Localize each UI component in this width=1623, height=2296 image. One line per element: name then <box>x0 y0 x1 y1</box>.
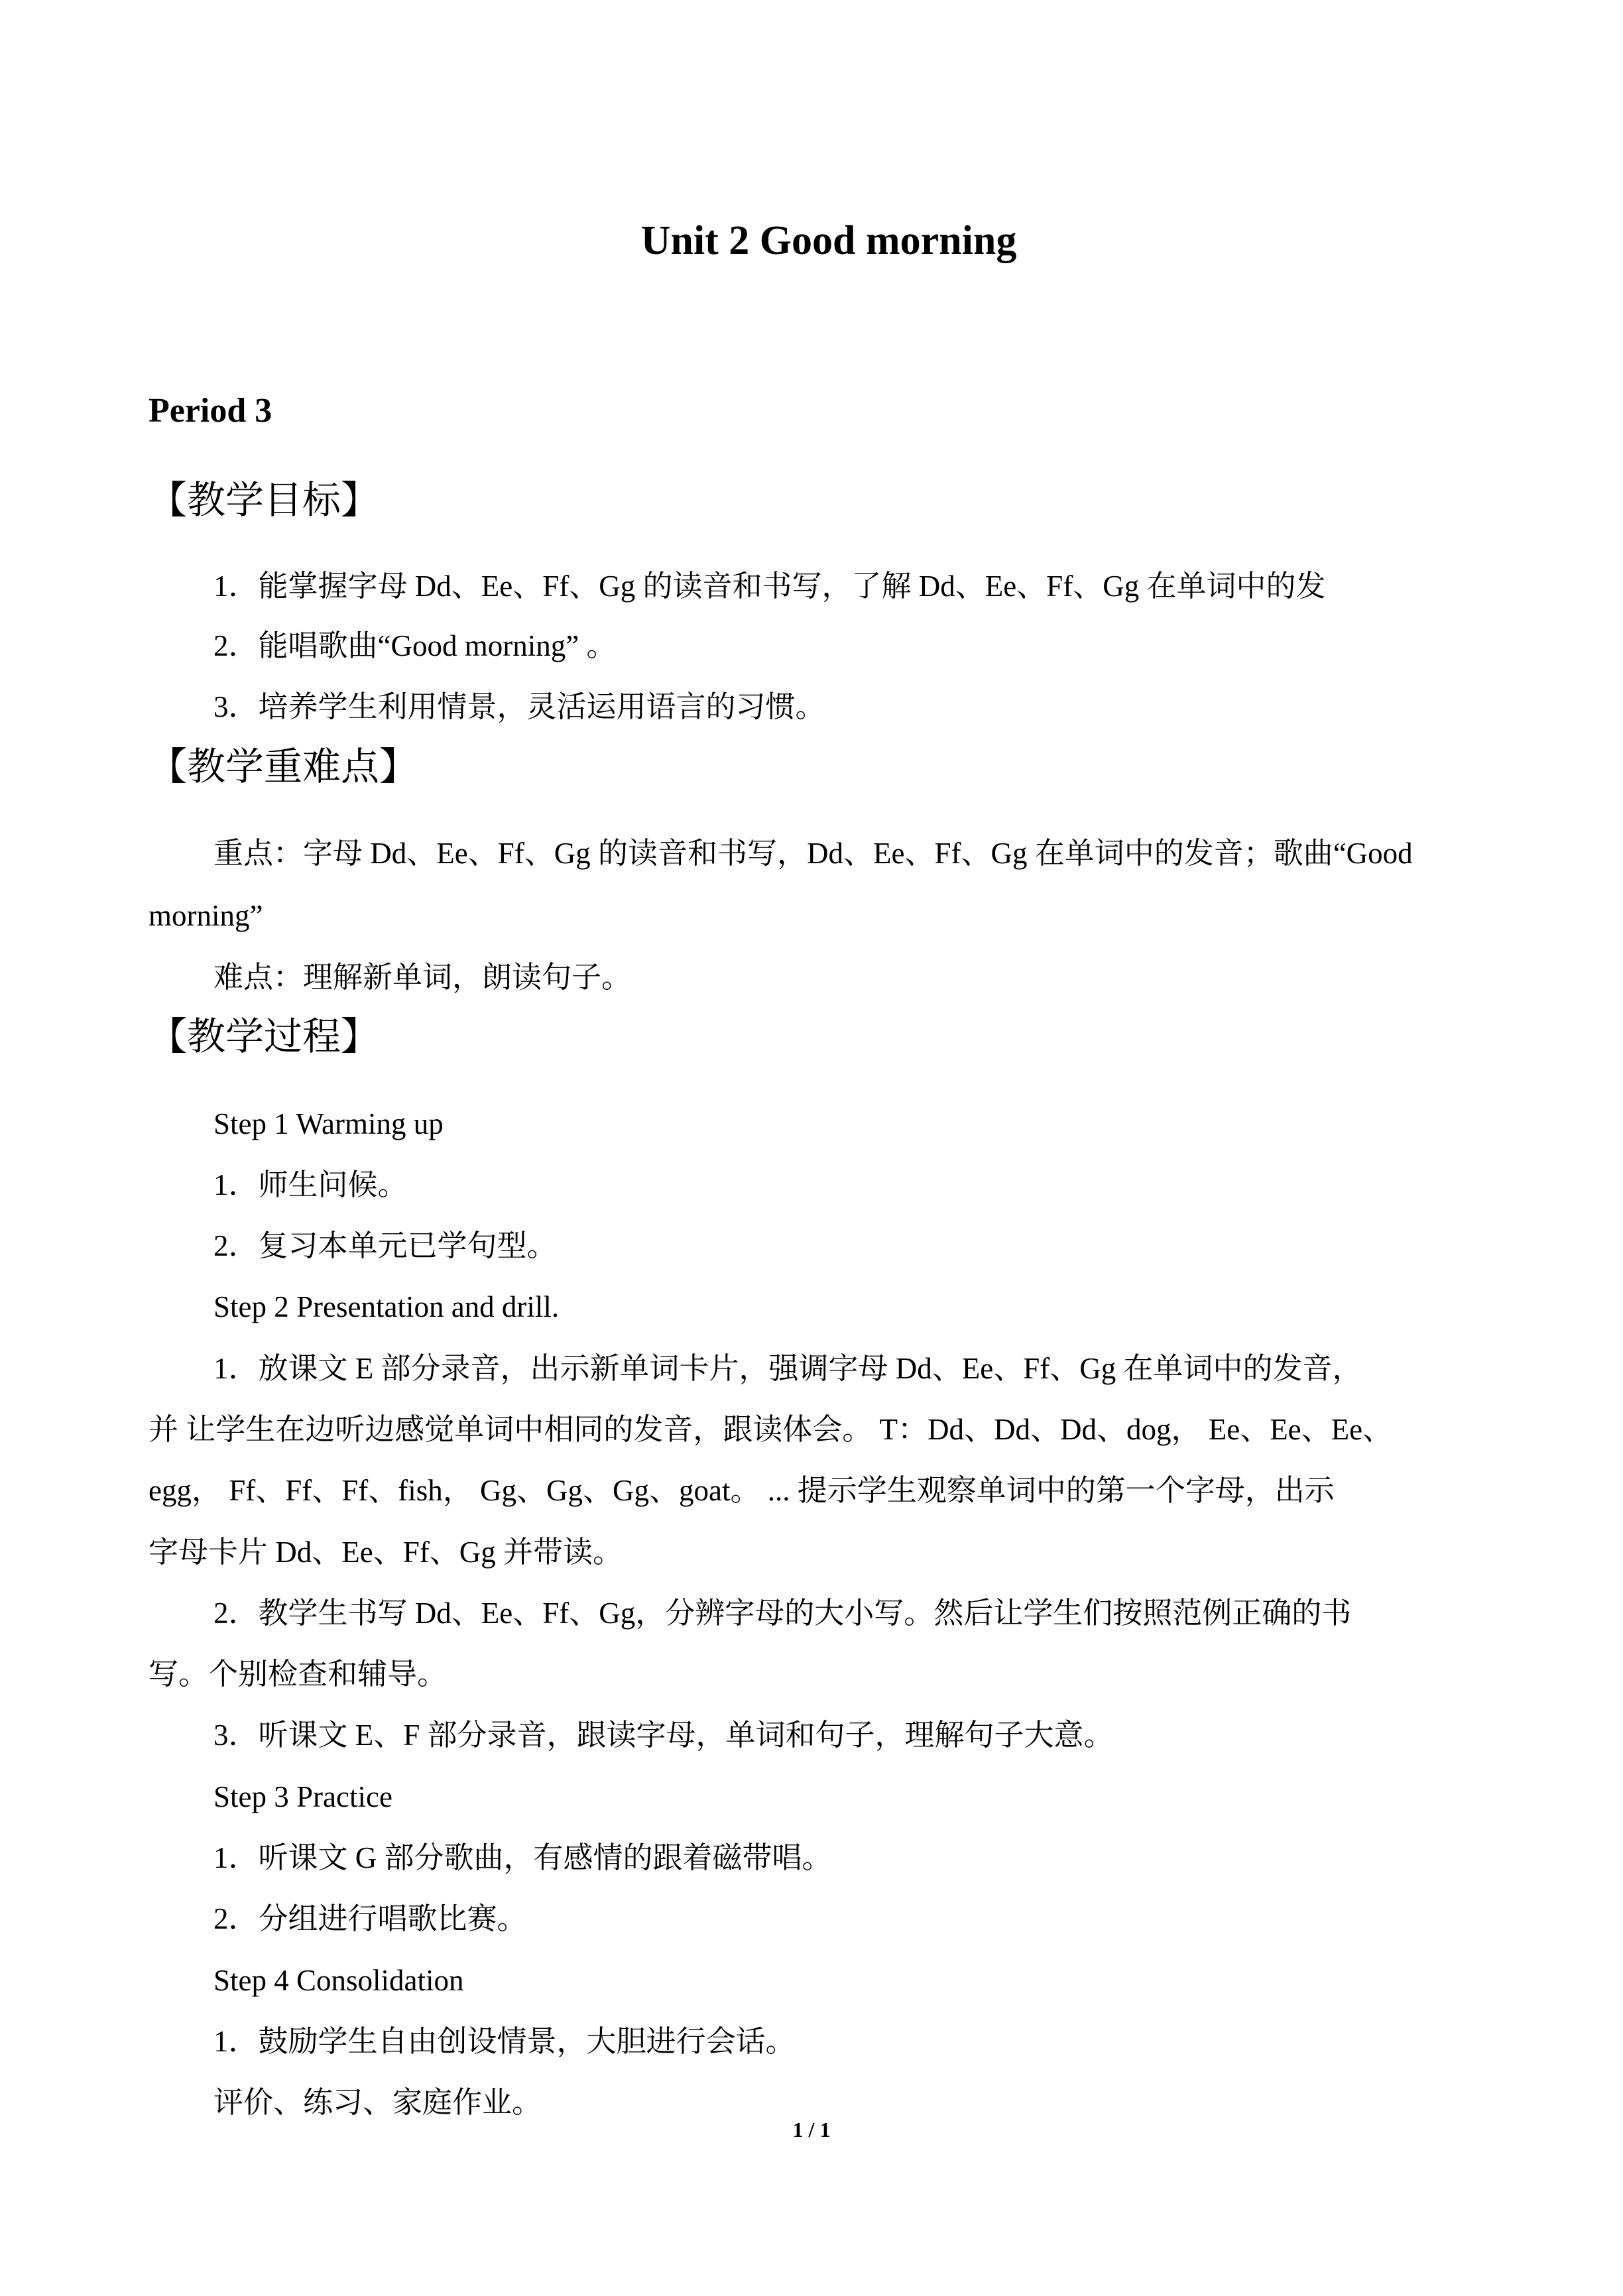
step-paragraph-line: 3．听课文 E、F 部分录音，跟读字母，单词和句子，理解句子大意。 <box>213 1719 1114 1752</box>
step-item: 1．听课文 G 部分歌曲，有感情的跟着磁带唱。 <box>213 1841 832 1874</box>
key-point-difficulty: 难点：理解新单词，朗读句子。 <box>213 961 632 994</box>
step-paragraph-line: egg， Ff、Ff、Ff、fish， Gg、Gg、Gg、goat。 ... 提示学生观察单词中的第一个字母，出示 <box>149 1474 1335 1507</box>
step-item: 2．复习本单元已学句型。 <box>213 1229 557 1262</box>
period-heading: Period 3 <box>149 392 272 430</box>
step-paragraph-line: 写。个别检查和辅导。 <box>149 1658 448 1691</box>
step-paragraph-line: 1．放课文 E 部分录音，出示新单词卡片，强调字母 Dd、Ee、Ff、Gg 在单词中的发音， <box>213 1352 1362 1385</box>
document-title: Unit 2 Good morning <box>640 218 1017 263</box>
step-title: Step 3 Practice <box>213 1780 392 1813</box>
objective-item: 1．能掌握字母 Dd、Ee、Ff、Gg 的读音和书写，了解 Dd、Ee、Ff、Gg 在单词中的发 <box>213 570 1326 603</box>
step-title: Step 2 Presentation and drill. <box>213 1290 560 1323</box>
step-paragraph-line: 字母卡片 Dd、Ee、Ff、Gg 并带读。 <box>149 1536 623 1569</box>
section-heading-process: 【教学过程】 <box>149 1015 380 1058</box>
step-title: Step 1 Warming up <box>213 1107 444 1140</box>
step-item: 2．分组进行唱歌比赛。 <box>213 1902 527 1935</box>
step-paragraph-line: 并 让学生在边听边感觉单词中相同的发音，跟读体会。 T：Dd、Dd、Dd、dog， Ee、Ee、Ee、 <box>149 1413 1393 1446</box>
step-item: 1．师生问候。 <box>213 1168 408 1201</box>
objective-item: 3．培养学生利用情景，灵活运用语言的习惯。 <box>213 690 825 723</box>
key-point-focus: 重点：字母 Dd、Ee、Ff、Gg 的读音和书写，Dd、Ee、Ff、Gg 在单词中的发音；歌曲“Good <box>213 837 1413 870</box>
key-point-focus-continued: morning” <box>149 899 263 932</box>
section-heading-key-points: 【教学重难点】 <box>149 745 418 788</box>
section-heading-objectives: 【教学目标】 <box>149 479 380 522</box>
step-title: Step 4 Consolidation <box>213 1964 464 1997</box>
step-paragraph-line: 2．教学生书写 Dd、Ee、Ff、Gg，分辨字母的大小写。然后让学生们按照范例正确的书 <box>213 1597 1352 1630</box>
step-item: 评价、练习、家庭作业。 <box>213 2086 542 2119</box>
objective-item: 2．能唱歌曲“Good morning” 。 <box>213 629 617 662</box>
step-item: 1．鼓励学生自由创设情景，大胆进行会话。 <box>213 2025 796 2058</box>
page-number: 1 / 1 <box>792 2118 831 2142</box>
